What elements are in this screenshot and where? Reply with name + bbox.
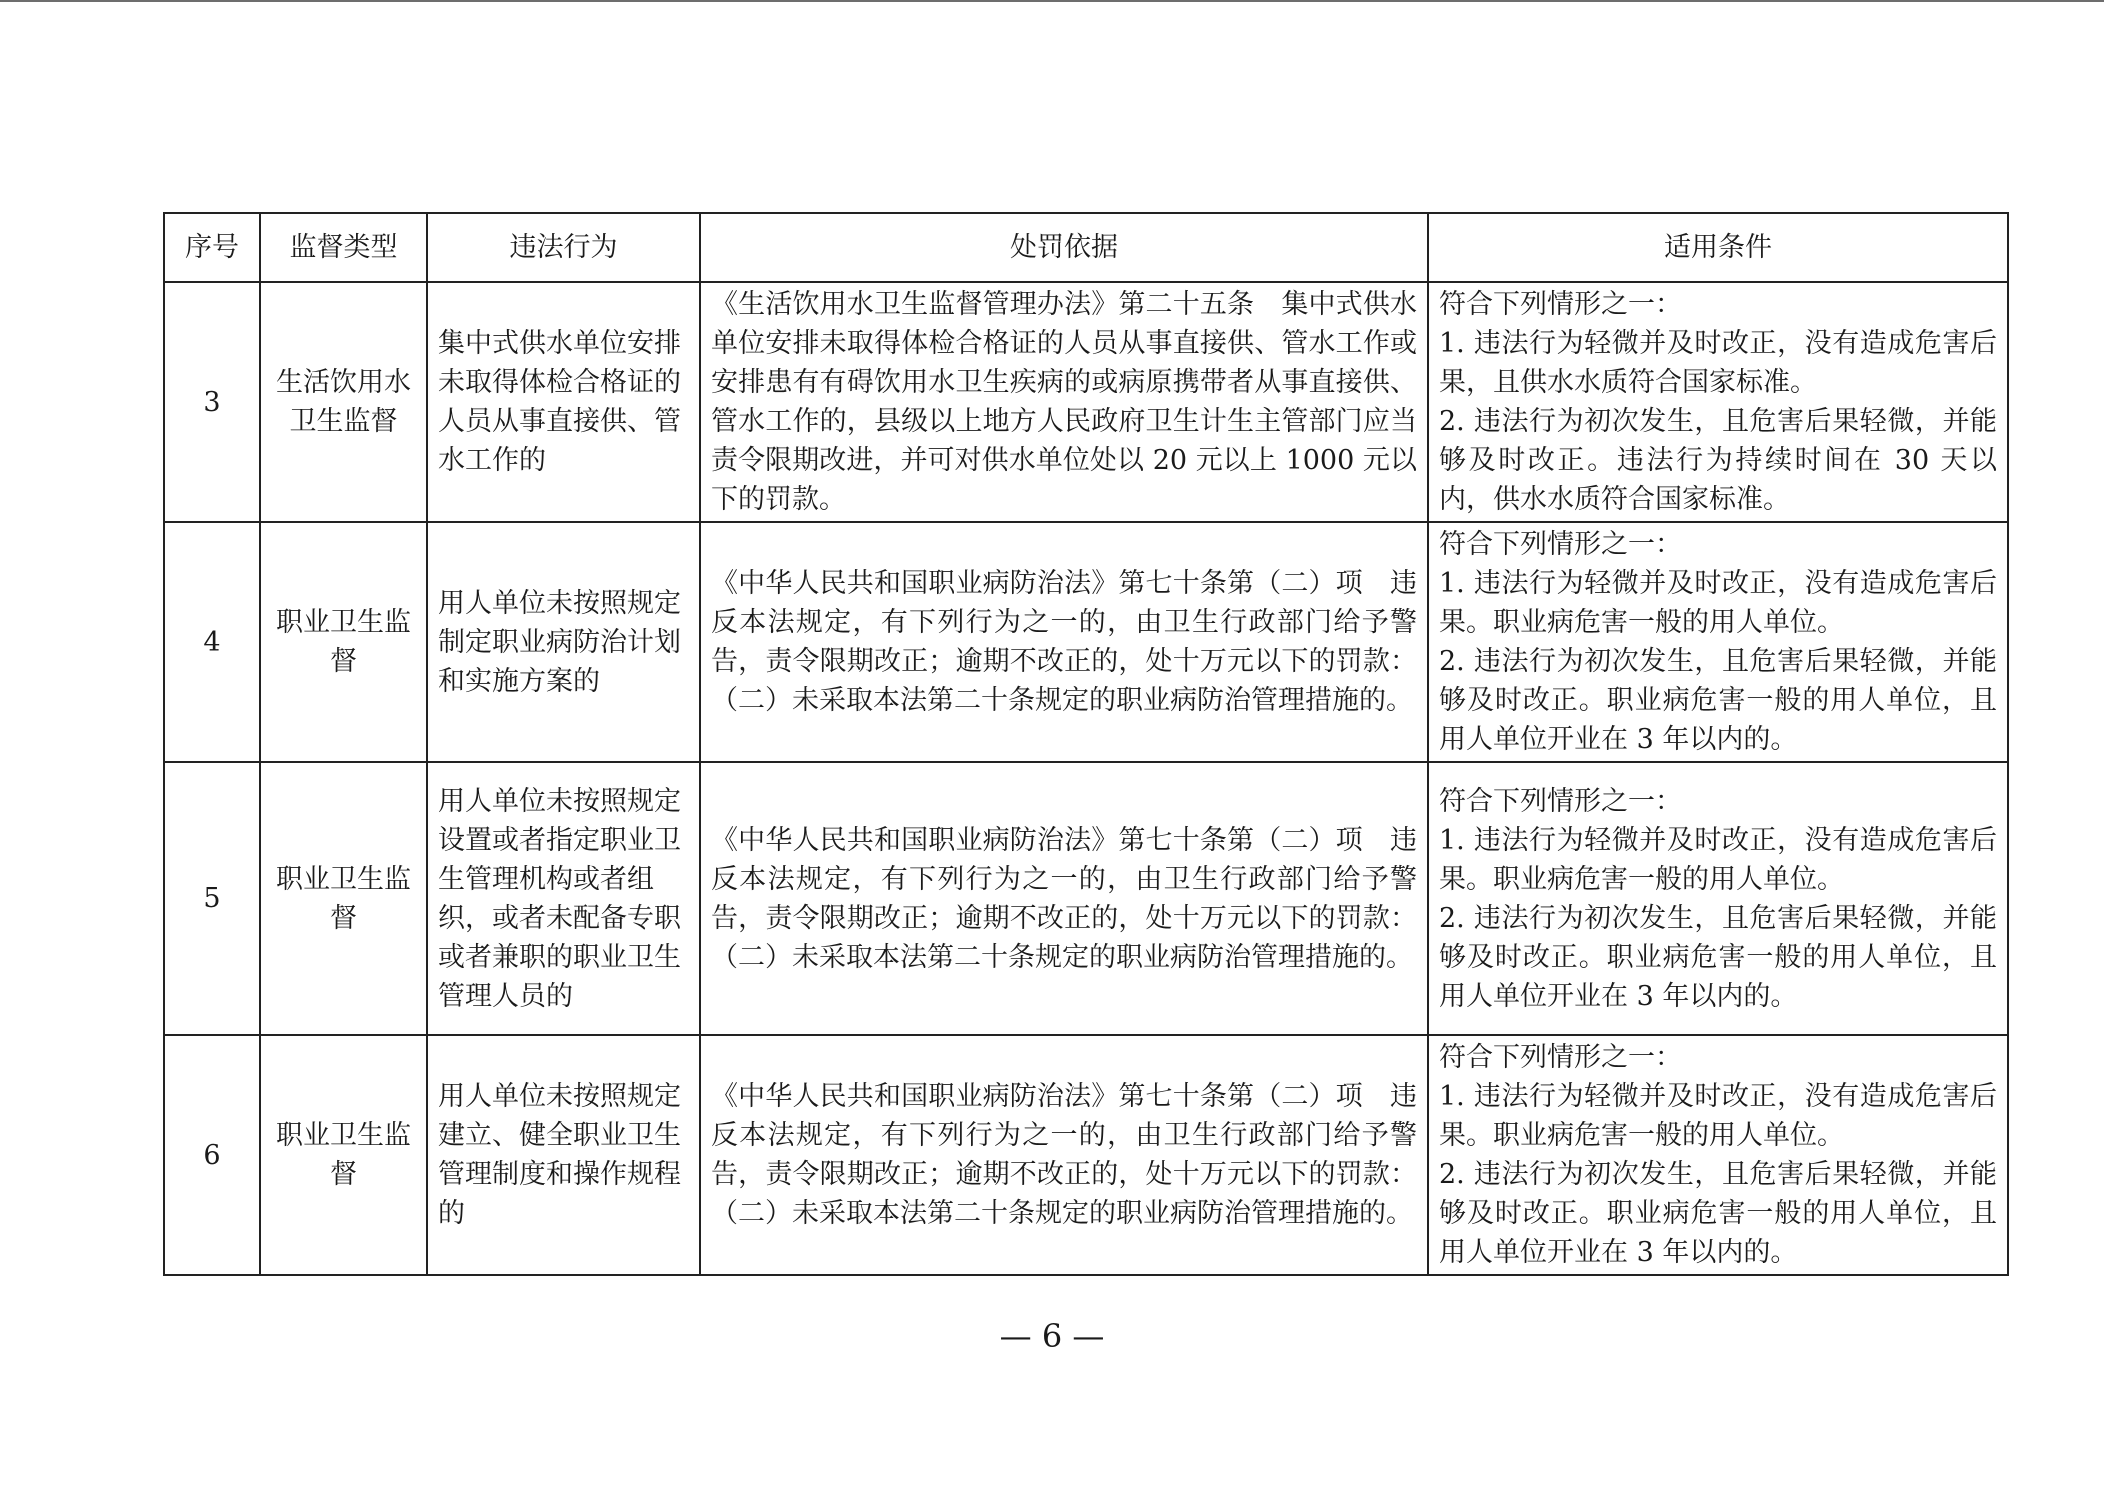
penalty-basis-cell: 《中华人民共和国职业病防治法》第七十条第（二）项 违反本法规定，有下列行为之一的，由卫生行政部门给予警告，责令限期改正；逾期不改正的，处十万元以下的罚款：（二）未采取本法第二十条规定的职业病防治管理措施的。 xyxy=(700,522,1428,762)
table-row xyxy=(164,762,2008,1035)
violation-cell: 用人单位未按照规定设置或者指定职业卫生管理机构或者组织，或者未配备专职或者兼职的职业卫生管理人员的 xyxy=(427,762,700,1035)
penalty-basis-cell: 《生活饮用水卫生监督管理办法》第二十五条 集中式供水单位安排未取得体检合格证的人员从事直接供、管水工作或安排患有有碍饮用水卫生疾病的或病原携带者从事直接供、管水工作的，县级以上地方人民政府卫生计生主管部门应当责令限期改进，并可对供水单位处以 20 元以上 1000 元以下的罚款。 xyxy=(700,282,1428,522)
table-row xyxy=(164,522,2008,762)
conditions-cell: 符合下列情形之一： 1. 违法行为轻微并及时改正，没有造成危害后果。职业病危害一般的用人单位。 2. 违法行为初次发生，且危害后果轻微，并能够及时改正。职业病危害一般的用人单位，且用人单位开业在 3 年以内的。 xyxy=(1428,1035,2008,1275)
header-violation: 违法行为 xyxy=(427,213,700,282)
row-number: 3 xyxy=(164,282,260,522)
violation-cell: 集中式供水单位安排未取得体检合格证的人员从事直接供、管水工作的 xyxy=(427,282,700,522)
row-number: 6 xyxy=(164,1035,260,1275)
table-row xyxy=(164,282,2008,522)
header-penalty-basis: 处罚依据 xyxy=(700,213,1428,282)
penalty-basis-cell: 《中华人民共和国职业病防治法》第七十条第（二）项 违反本法规定，有下列行为之一的，由卫生行政部门给予警告，责令限期改正；逾期不改正的，处十万元以下的罚款：（二）未采取本法第二十条规定的职业病防治管理措施的。 xyxy=(700,762,1428,1035)
conditions-cell: 符合下列情形之一： 1. 违法行为轻微并及时改正，没有造成危害后果。职业病危害一般的用人单位。 2. 违法行为初次发生，且危害后果轻微，并能够及时改正。职业病危害一般的用人单位，且用人单位开业在 3 年以内的。 xyxy=(1428,762,2008,1035)
penalty-basis-cell: 《中华人民共和国职业病防治法》第七十条第（二）项 违反本法规定，有下列行为之一的，由卫生行政部门给予警告，责令限期改正；逾期不改正的，处十万元以下的罚款：（二）未采取本法第二十条规定的职业病防治管理措施的。 xyxy=(700,1035,1428,1275)
header-no: 序号 xyxy=(164,213,260,282)
violation-cell: 用人单位未按照规定制定职业病防治计划和实施方案的 xyxy=(427,522,700,762)
top-border-line xyxy=(0,0,2104,2)
penalty-criteria-table xyxy=(163,212,2009,1276)
table-header-row xyxy=(164,213,2008,282)
supervision-type-cell: 生活饮用水卫生监督 xyxy=(260,282,427,522)
violation-cell: 用人单位未按照规定建立、健全职业卫生管理制度和操作规程的 xyxy=(427,1035,700,1275)
table-row xyxy=(164,1035,2008,1275)
supervision-type-cell: 职业卫生监督 xyxy=(260,1035,427,1275)
conditions-cell: 符合下列情形之一： 1. 违法行为轻微并及时改正，没有造成危害后果，且供水水质符合国家标准。 2. 违法行为初次发生，且危害后果轻微，并能够及时改正。违法行为持续时间在 30 天以内，供水水质符合国家标准。 xyxy=(1428,282,2008,522)
page-number: — 6 — xyxy=(999,1317,1105,1355)
row-number: 5 xyxy=(164,762,260,1035)
conditions-cell: 符合下列情形之一： 1. 违法行为轻微并及时改正，没有造成危害后果。职业病危害一般的用人单位。 2. 违法行为初次发生，且危害后果轻微，并能够及时改正。职业病危害一般的用人单位，且用人单位开业在 3 年以内的。 xyxy=(1428,522,2008,762)
header-applicable-conditions: 适用条件 xyxy=(1428,213,2008,282)
row-number: 4 xyxy=(164,522,260,762)
supervision-type-cell: 职业卫生监督 xyxy=(260,522,427,762)
header-supervision-type: 监督类型 xyxy=(260,213,427,282)
supervision-type-cell: 职业卫生监督 xyxy=(260,762,427,1035)
